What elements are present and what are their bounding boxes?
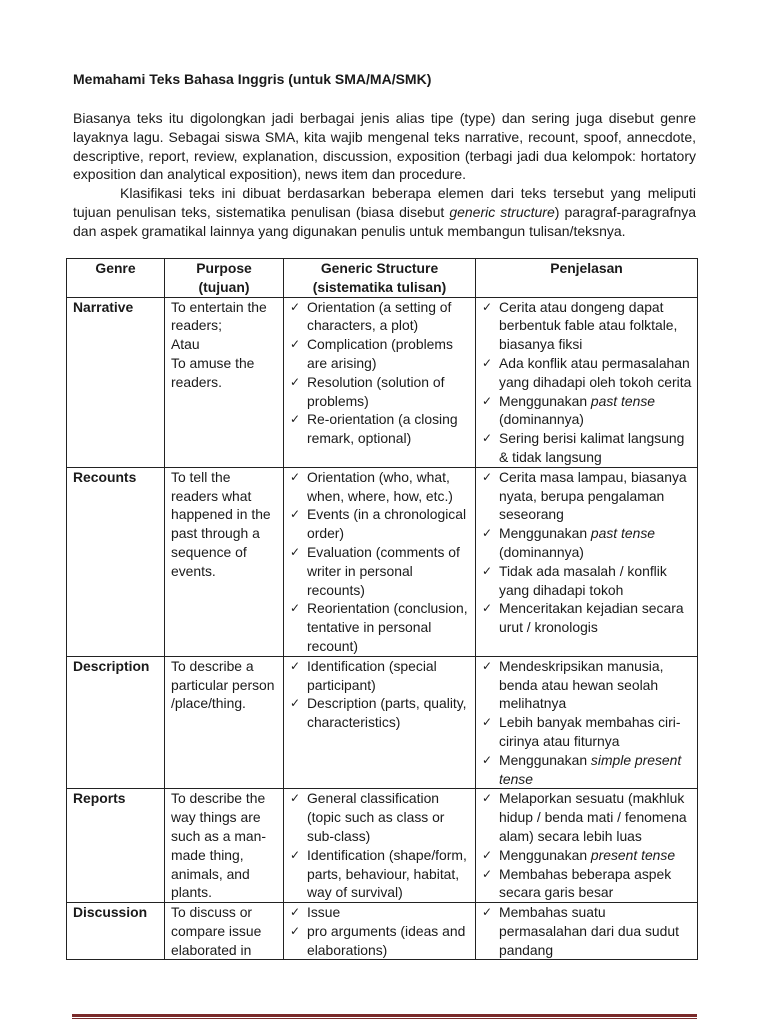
structure-list [290,657,472,732]
explanation-list [482,468,694,637]
check-icon: ✓ [290,923,301,938]
header-genre: Genre [67,259,165,298]
check-icon: ✓ [290,847,301,862]
list-item: ✓ Menggunakan past tense (dominannya) [482,392,656,428]
check-icon: ✓ [482,905,493,920]
generic-structure-cell [284,297,476,467]
list-item: ✓ Identification (special participant) [290,657,437,693]
check-icon: ✓ [290,658,301,673]
purpose-cell [165,467,284,656]
check-icon: ✓ [482,299,493,314]
header-penjelasan: Penjelasan [476,259,698,298]
generic-structure-cell [284,467,476,656]
purpose-cell [165,656,284,789]
list-item: ✓ Description (parts, quality, characteristics) [290,695,467,731]
check-icon: ✓ [482,658,493,673]
list-item: ✓ Evaluation (comments of writer in personal recounts) [290,543,460,598]
list-item: ✓ Orientation (a setting of characters, a plot) [290,298,452,334]
footer-divider [72,1014,697,1019]
check-icon: ✓ [482,715,493,730]
list-item: ✓ Menggunakan present tense [482,846,676,863]
list-item: ✓ Cerita atau dongeng dapat berbentuk fable atau folktale, biasanya fiksi [482,298,678,353]
list-item: ✓ Menceritakan kejadian secara urut / kronologis [482,600,684,636]
purpose-line: To tell the readers what happened in the past through a sequence of events. [171,468,271,579]
check-icon: ✓ [290,299,301,314]
generic-structure-cell [284,903,476,960]
genre-table [66,258,698,960]
table-header-row [67,259,698,298]
check-icon: ✓ [290,544,301,559]
check-icon: ✓ [290,507,301,522]
intro-text [73,109,696,241]
intro-paragraph-1: Biasanya teks itu digolongkan jadi berbagai jenis alias tipe (type) dan sering juga disebut genre layaknya lagu. Sebagai siswa SMA, kita wajib mengenal teks narrative, recount, spoof, annecdote, descriptive, report, review, explanation, discussion, exposition (terbagi jadi dua kelompok: hortatory exposition dan analytical exposition), news item dan procedure. [73,110,696,183]
genre-cell: Discussion [67,903,165,960]
check-icon: ✓ [290,374,301,389]
check-icon: ✓ [482,601,493,616]
intro-paragraph-2: Klasifikasi teks ini dibuat berdasarkan beberapa elemen dari teks tersebut yang meliputi tujuan penulisan teks, sistematika penulisan (biasa disebut generic structure) paragraf-paragrafnya dan aspek gramatikal lainnya yang digunakan penulis untuk membangun tulisan/teksnya. [73,185,697,239]
check-icon: ✓ [482,393,493,408]
list-item: ✓ Ada konflik atau permasalahan yang dihadapi oleh tokoh cerita [482,354,692,390]
list-item: ✓ Issue [290,904,341,921]
list-item: ✓ Menggunakan simple present tense [482,751,682,787]
check-icon: ✓ [290,601,301,616]
check-icon: ✓ [482,431,493,446]
check-icon: ✓ [482,847,493,862]
list-item: ✓ Re-orientation (a closing remark, optional) [290,411,458,447]
list-item: ✓ Membahas beberapa aspek secara garis besar [482,865,672,901]
list-item: ✓ Complication (problems are arising) [290,336,453,371]
purpose-cell [165,789,284,903]
list-item: ✓ Lebih banyak membahas ciri-cirinya atau fiturnya [482,714,681,749]
emphasis-text: present tense [590,846,676,863]
penjelasan-cell [476,297,698,467]
penjelasan-cell [476,656,698,789]
purpose-line: To discuss or compare issue elaborated in [171,904,262,958]
table-row [67,903,698,960]
table-row [67,467,698,656]
header-generic-structure: Generic Structure (sistematika tulisan) [284,259,476,298]
check-icon: ✓ [482,791,493,806]
check-icon: ✓ [482,563,493,578]
purpose-line: Atau [171,336,200,353]
explanation-list [482,903,694,959]
emphasis-text: past tense [590,392,656,409]
emphasis-text: past tense [590,525,656,542]
structure-list [290,789,472,902]
emphasis-text: simple present tense [499,751,682,787]
purpose-cell [165,297,284,467]
structure-list [290,468,472,656]
table-row [67,656,698,789]
check-icon: ✓ [482,469,493,484]
genre-cell: Narrative [67,297,165,467]
list-item: ✓ Melaporkan sesuatu (makhluk hidup / benda mati / fenomena alam) secara lebih luas [482,790,687,844]
structure-list [290,903,472,959]
generic-structure-cell [284,656,476,789]
penjelasan-cell [476,903,698,960]
check-icon: ✓ [290,412,301,427]
purpose-line: To describe a particular person /place/thing. [171,657,275,712]
list-item: ✓ Tidak ada masalah / konflik yang dihadapi tokoh [482,562,667,598]
purpose-line: To amuse the readers. [171,354,255,390]
penjelasan-cell [476,467,698,656]
explanation-list [482,789,694,902]
check-icon: ✓ [482,866,493,881]
list-item: ✓ Sering berisi kalimat langsung & tidak langsung [482,430,685,465]
header-purpose: Purpose (tujuan) [165,259,284,298]
genre-cell: Reports [67,789,165,903]
check-icon: ✓ [290,905,301,920]
purpose-cell [165,903,284,960]
check-icon: ✓ [290,337,301,352]
table-body [67,297,698,960]
explanation-list [482,298,694,467]
purpose-line: To describe the way things are such as a man-made thing, animals, and plants. [171,790,266,901]
check-icon: ✓ [290,469,301,484]
list-item: ✓ General classification (topic such as class or sub-class) [290,790,445,844]
penjelasan-cell [476,789,698,903]
list-item: ✓ Cerita masa lampau, biasanya nyata, berupa pengalaman seseorang [482,468,687,523]
list-item: ✓ Reorientation (conclusion, tentative in personal recount) [290,600,468,654]
list-item: ✓ Mendeskripsikan manusia, benda atau hewan seolah melihatnya [482,657,664,712]
table-row [67,297,698,467]
check-icon: ✓ [482,526,493,541]
genre-cell: Recounts [67,467,165,656]
structure-list [290,298,472,448]
list-item: ✓ Events (in a chronological order) [290,506,467,542]
explanation-list [482,657,694,789]
list-item: ✓ pro arguments (ideas and elaborations) [290,922,466,958]
check-icon: ✓ [290,791,301,806]
check-icon: ✓ [290,696,301,711]
genre-cell: Description [67,656,165,789]
list-item: ✓ Resolution (solution of problems) [290,373,445,409]
document-title: Memahami Teks Bahasa Inggris (untuk SMA/MA/SMK) [73,71,432,87]
purpose-line: To entertain the readers; [171,298,267,334]
list-item: ✓ Menggunakan past tense (dominannya) [482,525,656,560]
list-item: ✓ Orientation (who, what, when, where, how, etc.) [290,468,453,504]
list-item: ✓ Identification (shape/form, parts, behaviour, habitat, way of survival) [290,846,467,901]
generic-structure-cell [284,789,476,903]
check-icon: ✓ [482,355,493,370]
list-item: ✓ Membahas suatu permasalahan dari dua sudut pandang [482,904,679,958]
check-icon: ✓ [482,752,493,767]
table-row [67,789,698,903]
